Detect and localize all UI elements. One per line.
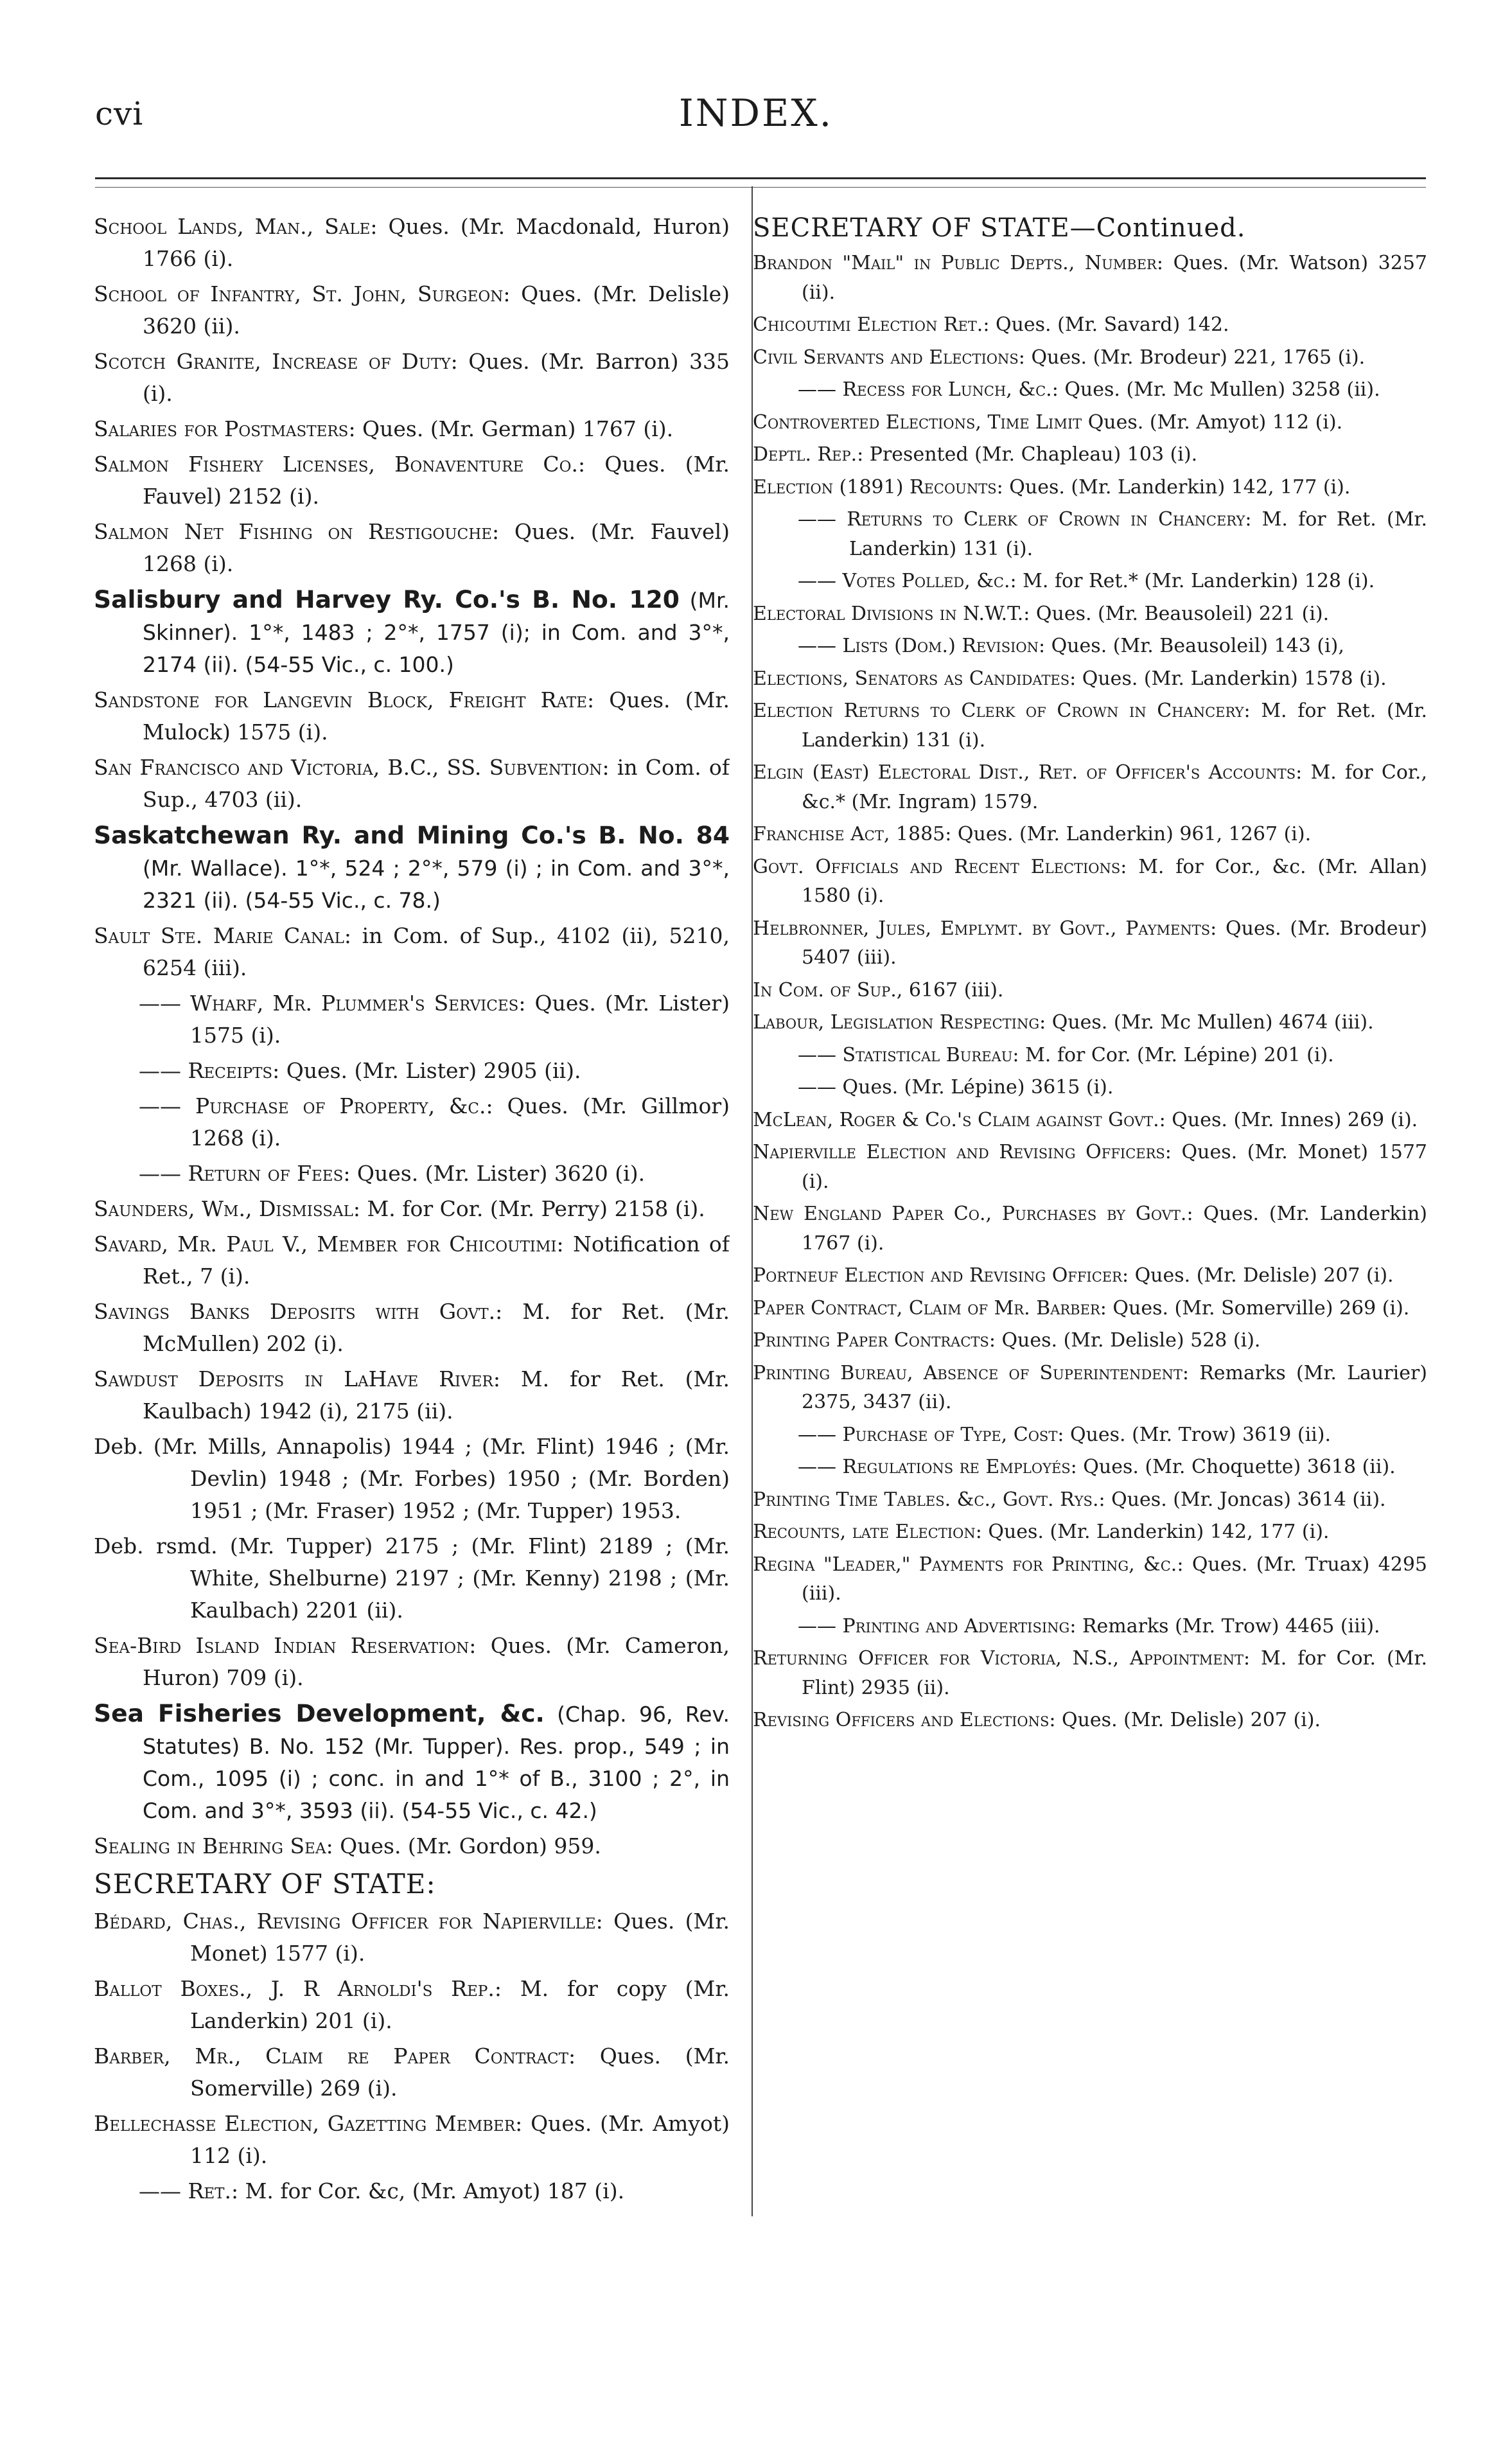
entry-heading: Labour, Legislation Respecting (753, 1011, 1040, 1034)
entry-detail: : Ques. (Mr. Choquette) 3618 (ii). (1070, 1456, 1396, 1478)
entry-heading: Sealing in Behring Sea (94, 1833, 326, 1858)
entry-heading: Recounts, late Election (753, 1521, 976, 1543)
entry-detail: : Presented (Mr. Chapleau) 103 (i). (857, 443, 1198, 466)
entry-heading: Regina "Leader," Payments for Printing, &c. (753, 1553, 1177, 1576)
entry-heading: Chicoutimi Election Ret. (753, 313, 983, 336)
index-entry (753, 249, 1427, 307)
entry-heading: Elgin (East) Electoral Dist., Ret. of Officer's Accounts (753, 761, 1296, 784)
entry-detail: : Ques. (Mr. Lister) 3620 (i). (343, 1161, 646, 1186)
entry-heading: SECRETARY OF STATE (753, 213, 1070, 243)
index-entry (94, 1296, 730, 1360)
index-entry (753, 852, 1427, 911)
entry-detail: : Ques. (Mr. Lister) 2905 (ii). (272, 1058, 581, 1083)
entry-detail: : Ques. (Mr. Trow) 3619 (ii). (1057, 1423, 1331, 1446)
index-entry (94, 1193, 730, 1225)
index-entry (753, 1359, 1427, 1417)
entry-detail: Deb. rsmd. (Mr. Tupper) 2175 ; (Mr. Flint) 2189 ; (Mr. White, Shelburne) 2197 ; (Mr. Kenny) 2198 ; (Mr. Kaulbach) 2201 (ii). (94, 1533, 730, 1623)
entry-heading: Salisbury and Harvey Ry. Co.'s B. No. 120 (94, 585, 680, 613)
entry-heading: Controverted Elections, Time Limit (753, 410, 1082, 434)
index-entry (753, 976, 1427, 1005)
entry-detail: : Ques. (Mr. Amyot) 112 (i). (190, 2111, 730, 2168)
index-entry (94, 2175, 730, 2207)
entry-detail: : M. for Cor., &c. (Mr. Allan) 1580 (i). (802, 855, 1427, 907)
entry-heading: —— Returns to Clerk of Crown in Chancery (798, 508, 1245, 531)
entry-detail: : Ques. (Mr. Savard) 142. (983, 313, 1229, 336)
index-entry (753, 1517, 1427, 1547)
entry-detail: : Ques. (Mr. Monet) 1577 (i). (190, 1909, 730, 1966)
index-entry (94, 1866, 730, 1902)
entry-heading: Franchise Act, 1885 (753, 823, 945, 845)
entry-detail: : Ques. (Mr. Beausoleil) 143 (i), (1038, 635, 1344, 657)
entry-detail: : Ques. (Mr. Fauvel) 1268 (i). (143, 519, 730, 576)
index-entry (94, 413, 730, 445)
entry-heading: Returning Officer for Victoria, N.S., Appointment (753, 1647, 1244, 1670)
entry-heading: Sea-Bird Island Indian Reservation (94, 1633, 470, 1658)
entry-heading: Saunders, Wm., Dismissal (94, 1196, 353, 1221)
index-entry (753, 758, 1427, 816)
index-entry (753, 664, 1427, 694)
entry-heading: Sandstone for Langevin Block, Freight Rate (94, 687, 588, 712)
entry-heading: McLean, Roger & Co.'s Claim against Govt. (753, 1108, 1159, 1131)
index-entry (753, 1073, 1427, 1102)
entry-heading: —— (798, 1076, 836, 1099)
entry-detail: : Ques. (Mr. Delisle) 528 (i). (989, 1329, 1261, 1352)
entry-heading: Scotch Granite, Increase of Duty (94, 349, 451, 374)
entry-heading: Printing Paper Contracts (753, 1329, 989, 1352)
index-entry (753, 1041, 1427, 1070)
index-entry (94, 1158, 730, 1190)
entry-heading: —— Printing and Advertising (798, 1614, 1070, 1637)
entry-heading: Printing Time Tables. &c., Govt. Rys. (753, 1488, 1099, 1511)
index-entry (753, 631, 1427, 661)
entry-heading: New England Paper Co., Purchases by Govt. (753, 1203, 1187, 1225)
entry-heading: Saskatchewan Ry. and Mining Co.'s B. No. 84 (94, 821, 730, 849)
entry-heading: Elections, Senators as Candidates (753, 667, 1070, 690)
entry-heading: Salaries for Postmasters (94, 416, 349, 441)
entry-detail: : Ques. (Mr. Lister) 1575 (i). (190, 991, 730, 1048)
entry-detail: : M. for Ret.* (Mr. Landerkin) 128 (i). (1010, 570, 1375, 592)
entry-detail: : in Com. of Sup., 4102 (ii), 5210, 6254 (iii). (143, 923, 730, 980)
entry-heading: —— Statistical Bureau (798, 1043, 1013, 1066)
entry-heading: —— Regulations re Employés (798, 1456, 1071, 1478)
index-entry (94, 1697, 730, 1827)
entry-heading: Salmon Net Fishing on Restigouche (94, 519, 493, 544)
page-number: cvi (95, 95, 144, 132)
entry-detail: , 6167 (iii). (896, 978, 1004, 1002)
entry-detail: : Ques. (Mr. Cameron, Huron) 709 (i). (143, 1633, 730, 1690)
index-entry (94, 819, 730, 917)
index-entry (94, 1830, 730, 1862)
entry-detail: : Ques. (Mr. Joncas) 3614 (ii). (1098, 1488, 1386, 1511)
entry-detail: : Ques. (Mr. Somerville) 269 (i). (190, 2043, 730, 2101)
index-entry (94, 1431, 730, 1527)
index-entry (753, 1106, 1427, 1135)
entry-detail: : Ques. (Mr. Landerkin) 1578 (i). (1069, 667, 1387, 690)
index-entry (94, 987, 730, 1052)
entry-detail: : M. for Ret. (Mr. Landerkin) 131 (i). (802, 700, 1427, 752)
index-entry (753, 599, 1427, 629)
index-entry (94, 1055, 730, 1087)
entry-detail: Deb. (Mr. Mills, Annapolis) 1944 ; (Mr. Flint) 1946 ; (Mr. Devlin) 1948 ; (Mr. Forbes) 1950 ; (Mr. Borden) 1951 ; (Mr. Fraser) 1952 ; (Mr. Tupper) 1953. (94, 1434, 730, 1523)
entry-heading: —— Return of Fees (139, 1161, 344, 1186)
index-entry (753, 1138, 1427, 1196)
index-entry (753, 1612, 1427, 1641)
entry-detail: : Ques. (Mr. Landerkin) 1767 (i). (802, 1203, 1427, 1255)
entry-detail: : Ques. (Mr. Delisle) 3620 (ii). (143, 281, 730, 339)
entry-detail: : Ques. (Mr. Truax) 4295 (iii). (802, 1553, 1427, 1605)
entry-detail: : Ques. (Mr. Gordon) 959. (326, 1833, 601, 1858)
index-entry (94, 1090, 730, 1154)
index-entry (753, 820, 1427, 849)
index-entry (753, 1420, 1427, 1450)
index-entry (94, 211, 730, 275)
index-entry (94, 516, 730, 580)
entry-heading: Savard, Mr. Paul V., Member for Chicoutimi (94, 1231, 557, 1257)
index-entry (753, 1452, 1427, 1482)
entry-heading: Election (1891) Recounts (753, 475, 997, 499)
entry-detail: (Mr. Skinner). 1°*, 1483 ; 2°*, 1757 (i); in Com. and 3°*, 2174 (ii). (54-55 Vic., c. 100.) (143, 588, 730, 677)
entry-heading: Salmon Fishery Licenses, Bonaventure Co. (94, 452, 578, 477)
index-entry (94, 1905, 730, 1970)
entry-heading: —— Purchase of Property, &c. (139, 1093, 486, 1118)
entry-heading: Savings Banks Deposits with Govt. (94, 1299, 496, 1324)
entry-detail: : M. for Cor. &c, (Mr. Amyot) 187 (i). (231, 2178, 625, 2203)
index-entry (753, 567, 1427, 596)
entry-detail: : Remarks (Mr. Trow) 4465 (iii). (1069, 1614, 1380, 1637)
entry-detail: Ques. (Mr. Amyot) 112 (i). (1082, 410, 1343, 434)
entry-detail: : Ques. (Mr. Beausoleil) 221 (i). (1023, 602, 1330, 625)
index-entry (753, 343, 1427, 373)
index-entry (753, 1326, 1427, 1355)
entry-detail: : Ques. (Mr. Brodeur) 5407 (iii). (802, 917, 1427, 969)
entry-detail: : M. for Ret. (Mr. Landerkin) 131 (i). (849, 508, 1427, 560)
header-rule (95, 177, 1426, 188)
index-entry (94, 1973, 730, 2037)
index-entry (753, 408, 1427, 437)
entry-detail: : M. for Cor. (Mr. Flint) 2935 (ii). (802, 1647, 1427, 1699)
entry-detail: : M. for Cor. (Mr. Lépine) 201 (i). (1012, 1043, 1334, 1066)
entry-heading: —— Purchase of Type, Cost (798, 1423, 1058, 1446)
index-entry (753, 1550, 1427, 1609)
entry-detail: : M. for copy (Mr. Landerkin) 201 (i). (190, 1976, 730, 2033)
entry-detail: : in Com. of Sup., 4703 (ii). (143, 755, 730, 812)
index-entry (94, 278, 730, 342)
entry-detail: : Ques. (Mr. Mulock) 1575 (i). (143, 687, 730, 745)
entry-detail: : Ques. (Mr. Mc Mullen) 3258 (ii). (1051, 378, 1380, 401)
index-entry (94, 684, 730, 748)
index-entry (753, 1199, 1427, 1258)
entry-heading: Sault Ste. Marie Canal (94, 923, 344, 948)
index-entry (753, 1706, 1427, 1735)
entry-detail: : M. for Cor. (Mr. Perry) 2158 (i). (353, 1196, 705, 1221)
entry-detail: : Ques. (Mr. Landerkin) 961, 1267 (i). (945, 823, 1312, 845)
entry-heading: Civil Servants and Elections (753, 346, 1019, 369)
entry-detail: : Ques. (Mr. Landerkin) 142, 177 (i). (975, 1521, 1330, 1543)
entry-heading: —— Recess for Lunch, &c. (798, 378, 1052, 401)
entry-detail: : M. for Ret. (Mr. Kaulbach) 1942 (i), 2175 (ii). (143, 1366, 730, 1424)
entry-detail: : Ques. (Mr. Watson) 3257 (ii). (802, 252, 1427, 304)
entry-heading: Sea Fisheries Development, &c. (94, 1699, 545, 1727)
entry-detail: : Ques. (Mr. Fauvel) 2152 (i). (143, 452, 730, 509)
running-head: INDEX. (678, 91, 834, 135)
entry-detail: : Ques. (Mr. Brodeur) 221, 1765 (i). (1018, 346, 1366, 369)
index-entry (94, 1530, 730, 1627)
index-entry (94, 448, 730, 513)
index-entry (753, 375, 1427, 405)
index-entry (753, 1644, 1427, 1702)
entry-detail: : Ques. (Mr. Macdonald, Huron) 1766 (i). (143, 214, 730, 271)
entry-heading: —— Votes Polled, &c. (798, 570, 1010, 592)
entry-detail: Ques. (Mr. Lépine) 3615 (i). (836, 1076, 1114, 1099)
entry-detail: (Mr. Wallace). 1°*, 524 ; 2°*, 579 (i) ; in Com. and 3°*, 2321 (ii). (54-55 Vic., c. 78.) (143, 856, 730, 913)
index-entry (753, 310, 1427, 340)
entry-heading: School of Infantry, St. John, Surgeon (94, 281, 504, 306)
entry-heading: —— Ret. (139, 2178, 231, 2203)
index-entry (753, 211, 1427, 245)
entry-detail: (Chap. 96, Rev. Statutes) B. No. 152 (Mr. Tupper). Res. prop., 549 ; in Com., 1095 (i) ; conc. in and 1°* of B., 3100 ; 2°, in Com. and 3°*, 3593 (ii). (54-55 Vic., c. 42.) (143, 1702, 730, 1823)
entry-heading: Sawdust Deposits in LaHave River (94, 1366, 493, 1391)
entry-detail: : Ques. (Mr. Delisle) 207 (i). (1121, 1264, 1394, 1287)
entry-heading: School Lands, Man., Sale (94, 214, 371, 239)
index-entry (753, 505, 1427, 563)
entry-heading: Govt. Officials and Recent Elections (753, 855, 1121, 878)
index-entry (753, 440, 1427, 470)
entry-heading: Printing Bureau, Absence of Superintendent (753, 1361, 1182, 1384)
index-entry (753, 696, 1427, 755)
entry-heading: Helbronner, Jules, Emplymt. by Govt., Payments (753, 917, 1211, 940)
entry-detail: : (426, 1868, 436, 1900)
index-entry (94, 752, 730, 816)
entry-heading: —— Wharf, Mr. Plummer's Services (139, 991, 519, 1016)
entry-detail: : Ques. (Mr. Delisle) 207 (i). (1049, 1709, 1321, 1731)
entry-heading: Deptl. Rep. (753, 443, 857, 466)
entry-heading: Electoral Divisions in N.W.T. (753, 602, 1024, 625)
entry-detail: : Ques. (Mr. Somerville) 269 (i). (1100, 1296, 1410, 1320)
index-entry (753, 1294, 1427, 1323)
index-entry (94, 583, 730, 681)
index-entry (94, 2040, 730, 2105)
entry-detail: : Remarks (Mr. Laurier) 2375, 3437 (ii). (802, 1361, 1427, 1413)
entry-detail: : M. for Cor., &c.* (Mr. Ingram) 1579. (802, 761, 1427, 813)
entry-heading: Bédard, Chas., Revising Officer for Napierville (94, 1909, 596, 1934)
index-entry (753, 473, 1427, 502)
index-entry (753, 1485, 1427, 1515)
entry-heading: In Com. of Sup. (753, 978, 897, 1002)
index-entry (94, 2108, 730, 2172)
entry-heading: San Francisco and Victoria, B.C., SS. Subvention (94, 755, 602, 780)
entry-detail: : Ques. (Mr. Monet) 1577 (i). (802, 1141, 1427, 1193)
right-column (753, 211, 1427, 2421)
entry-heading: Napierville Election and Revising Officers (753, 1141, 1165, 1163)
entry-detail: : Ques. (Mr. Innes) 269 (i). (1159, 1108, 1418, 1131)
entry-heading: —— Receipts (139, 1058, 273, 1083)
entry-detail: : Notification of Ret., 7 (i). (143, 1231, 730, 1289)
entry-heading: Election Returns to Clerk of Crown in Chancery (753, 700, 1244, 722)
entry-heading: Ballot Boxes., J. R Arnoldi's Rep. (94, 1976, 495, 2001)
entry-heading: Paper Contract, Claim of Mr. Barber (753, 1296, 1100, 1320)
entry-detail: : Ques. (Mr. German) 1767 (i). (348, 416, 674, 441)
index-entry (94, 920, 730, 984)
index-entry (753, 1261, 1427, 1291)
entry-heading: SECRETARY OF STATE (94, 1868, 426, 1900)
entry-detail: —Continued. (1069, 213, 1246, 243)
index-entry (94, 1363, 730, 1427)
index-entry (753, 914, 1427, 973)
entry-heading: Barber, Mr., Claim re Paper Contract (94, 2043, 568, 2069)
entry-heading: —— Lists (Dom.) Revision (798, 635, 1039, 657)
entry-heading: Revising Officers and Elections (753, 1709, 1050, 1731)
entry-detail: : Ques. (Mr. Gillmor) 1268 (i). (190, 1093, 730, 1151)
entry-detail: : Ques. (Mr. Barron) 335 (i). (143, 349, 730, 406)
entry-heading: Portneuf Election and Revising Officer (753, 1264, 1122, 1287)
left-column (94, 211, 730, 2421)
index-entry (94, 1630, 730, 1694)
entry-heading: Bellechasse Election, Gazetting Member (94, 2111, 516, 2136)
entry-detail: : Ques. (Mr. Landerkin) 142, 177 (i). (996, 475, 1351, 499)
index-entry (753, 1008, 1427, 1037)
entry-detail: : M. for Ret. (Mr. McMullen) 202 (i). (143, 1299, 730, 1356)
index-entry (94, 1228, 730, 1293)
entry-heading: Brandon "Mail" in Public Depts., Number (753, 252, 1157, 274)
entry-detail: : Ques. (Mr. Mc Mullen) 4674 (iii). (1039, 1011, 1374, 1034)
index-entry (94, 346, 730, 410)
